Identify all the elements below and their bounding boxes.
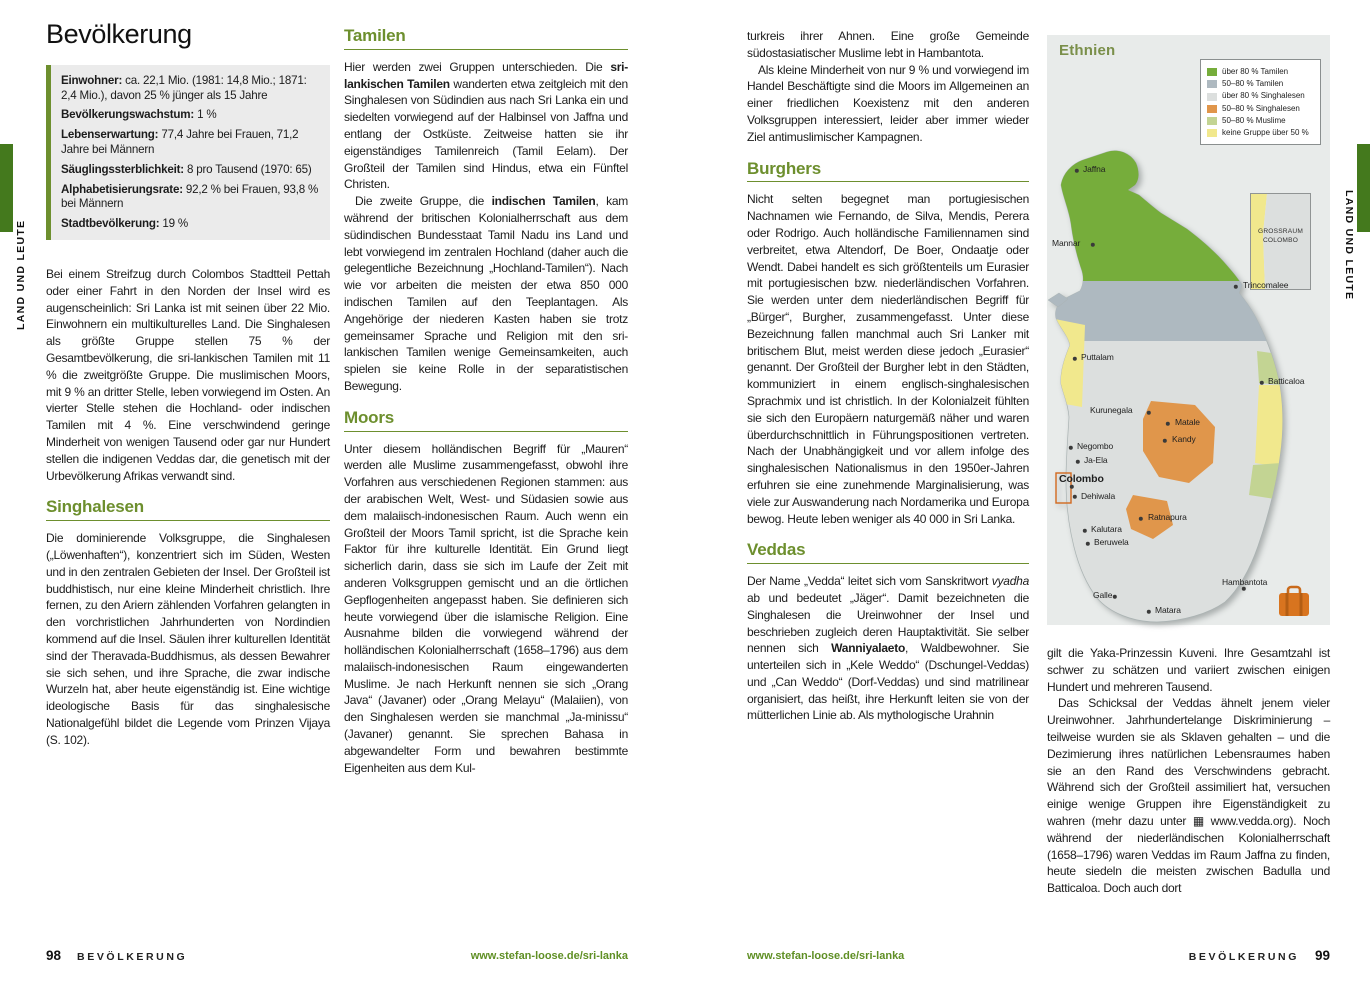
column-1 xyxy=(46,19,330,748)
page-number-right: 99 xyxy=(1314,948,1330,963)
region-tamil-50-80 xyxy=(1047,281,1330,341)
fact-item: Alphabetisierungsrate: 92,2 % bei Frauen, 93,8 % bei Männern xyxy=(61,182,319,211)
ethnic-map xyxy=(1047,35,1330,625)
region-nogroup-west xyxy=(1055,319,1085,407)
city-label-galle: Galle xyxy=(1093,590,1113,600)
city-label-puttalam: Puttalam xyxy=(1081,352,1114,362)
city-label-negombo: Negombo xyxy=(1077,441,1114,451)
legend-swatch xyxy=(1207,129,1217,137)
chapter-tab-right xyxy=(1357,144,1370,232)
city-label-dehiwala: Dehiwala xyxy=(1081,491,1116,501)
legend-label: 50–80 % Muslime xyxy=(1222,115,1286,125)
map-legend xyxy=(1200,59,1321,145)
region-nogroup-east xyxy=(1255,385,1287,467)
text-segment: Der Name „Vedda“ leitet sich vom Sanskritwort xyxy=(747,574,992,589)
chapter-tab-label-left: LAND UND LEUTE xyxy=(15,219,27,330)
section-heading: Singhalesen xyxy=(46,499,330,521)
text-segment: indischen Tamilen xyxy=(491,194,596,209)
text-segment: ab und bedeutet „Jäger“. Damit bezeichneten die Singhalesen die Ureinwohner der Insel und beschrieben zugleich deren Hauptaktivität. Sie selber nennen sich xyxy=(747,590,1029,656)
legend-items xyxy=(1207,66,1314,139)
paragraph xyxy=(1047,645,1330,695)
city-label-ratnapura: Ratnapura xyxy=(1148,512,1187,522)
city-label-kandy: Kandy xyxy=(1172,434,1196,444)
text-segment: , Waldbewohner. Sie unterteilen sich in „Kele Weddo“ (Dschungel-Veddas) und „Can Weddo“ (Dorf-Veddas) und sind matrilinear organisiert, das heißt, ihre Herkunft leiten sie von der mütterlichen Linie ab. Als mythologische Urahnin xyxy=(747,641,1029,723)
paragraph xyxy=(344,59,628,193)
legend-item xyxy=(1207,127,1314,139)
text-segment: Bei einem Streifzug durch Colombos Stadtteil Pettah oder einer Fahrt in den Norden der Insel wird es augenscheinlich: Sri Lanka ist mit seinen über 22 Mio. Einwohnern ein multikulturelles Land. Die Singhalesen als größte Gruppe stellen 75 % der Gesamtbevölkerung, die sri-lankischen Tamilen mit 11 % die zweitgrößte Gruppe. Die muslimischen Moors, mit 9 % an dritter Stelle, leben vorwiegend im Osten. An vierter Stelle stehen die Hochland- oder indischen Tamilen mit 4 %. Eine verschwindend geringe Minderheit von wenigen Tausend oder gar nur Hundert stellen die indigenen Veddas dar, die genetisch mit der Urbevölkerung Afrikas verwandt sind. xyxy=(46,266,330,483)
city-label-beruwela: Beruwela xyxy=(1094,537,1129,547)
chapter-tab-left xyxy=(0,144,13,232)
footer-chapter-left: BEVÖLKERUNG xyxy=(77,951,188,963)
fact-label: Lebenserwartung: xyxy=(61,128,162,142)
column-2 xyxy=(344,26,628,776)
column-3-text xyxy=(747,28,1029,724)
map-title: Ethnien xyxy=(1059,42,1116,59)
text-segment: gilt die Yaka-Prinzessin Kuveni. Ihre Gesamtzahl ist schwer zu schätzen und variiert zwischen einigen Hundert und mehreren Tausend. xyxy=(1047,646,1330,694)
legend-label: keine Gruppe über 50 % xyxy=(1222,128,1309,138)
fact-item: Säuglingssterblichkeit: 8 pro Tausend (1970: 65) xyxy=(61,162,312,176)
legend-label: über 80 % Tamilen xyxy=(1222,67,1289,76)
text-segment: turkreis ihrer Ahnen. Eine große Gemeinde südostasiatischer Muslime lebt in Hambantota. xyxy=(747,29,1029,60)
paragraph xyxy=(747,573,1029,724)
text-segment: Die zweite Gruppe, die xyxy=(355,194,492,209)
text-segment: Die dominierende Volksgruppe, die Singhalesen („Löwenhaften“), konzentriert sich im Süden, Westen und in den zentralen Gebieten der Insel. Der Großteil ist buddhistisch, nur eine kleine Minderheit christlich. Ihre fernen, zu den Ariern zählenden Vorfahren gelangten in den vorchristlichen Jahrhunderten von Nordindien kommend auf die Insel. Säulen ihrer kulturellen Identität sind der Theravada-Buddhismus, als dessen Bewahrer sie sich sehen, und ihre Sprache, die zwar indische Wurzeln hat, aber heute eigenständig ist. Eine wichtige ideologische Basis für das singhalesische Nationalgefühl bildet die Legende vom Prinzen Vijaya (S. 102). xyxy=(46,531,330,747)
column-4-text xyxy=(1047,645,1330,897)
legend-swatch xyxy=(1207,105,1217,113)
city-label-trincomalee: Trincomalee xyxy=(1243,280,1289,290)
paragraph xyxy=(344,193,628,395)
footer-left xyxy=(46,948,187,963)
text-segment: Nicht selten begegnet man portugiesischen Nachnamen wie Fernando, de Silva, Mendis, Perera oder Rodrigo. Auch holländische Familiennamen sind verbreitet, etwa Altendorf, De Boer, Ondaatje oder Wendt. Dabei handelt es sich größtenteils um Eurasier mit portugiesischen bzw. niederländischen Vorfahren. Sie werden unter dem niederländischen Begriff für „Bürger“, Burgher, zusammengefasst. Unter diese Bezeichnung fallen manchmal auch Sri Lanker mit britischem Blut, meist werden diese jedoch „Eurasier“ genannt. Der Großteil der Burgher lebt in den Städten, kommuniziert in einem englisch-singhalesischen Sprachmix und ist christlich. In der Kolonialzeit fühlten sie sich den Europäern naturgemäß näher und waren überdurchschnittlich in Führungspositionen vertreten. Nach der Unabhängigkeit und vor allem infolge des singhalesischen Nationalismus in den 1950er-Jahren erfuhren sie eine zunehmende Marginalisierung, was viele zur Auswanderung nach Nordamerika und Europa bewog. Heute leben weniger als 40 000 in Sri Lanka. xyxy=(747,192,1029,526)
column-3 xyxy=(747,28,1029,724)
fact-item: Einwohner: ca. 22,1 Mio. (1981: 14,8 Mio.; 1871: 2,4 Mio.), davon 25 % jünger als 15 Jahre xyxy=(61,73,307,102)
text-segment: Wanniyalaeto xyxy=(831,641,906,656)
text-segment: Als kleine Minderheit von nur 9 % und vorwiegend im Handel Beschäftigte sind die Moors im Allgemeinen an einer friedlichen Koexistenz mit den anderen Volksgruppen interessiert, leider aber immer wieder Ziel antimuslimischer Kampagnen. xyxy=(747,62,1029,144)
fact-label: Bevölkerungswachstum: xyxy=(61,108,198,122)
text-segment: sri-lankischen Tamilen xyxy=(344,59,628,91)
legend-label: 50–80 % Singhalesen xyxy=(1222,103,1300,113)
paragraph xyxy=(46,530,330,748)
chapter-tab-label-right: LAND UND LEUTE xyxy=(1343,190,1355,301)
legend-swatch xyxy=(1207,93,1217,101)
fact-label: Säuglingssterblichkeit: xyxy=(61,162,187,176)
footer-url-right: www.stefan-loose.de/sri-lanka xyxy=(747,950,905,962)
facts-infobox xyxy=(46,65,330,240)
legend-label: über 80 % Singhalesen xyxy=(1222,91,1305,101)
legend-swatch xyxy=(1207,117,1217,125)
legend-swatch xyxy=(1207,80,1217,88)
section-heading: Veddas xyxy=(747,542,1029,564)
page-number-left: 98 xyxy=(46,948,62,963)
city-label-mannar: Mannar xyxy=(1052,238,1081,248)
page-title: Bevölkerung xyxy=(46,19,192,49)
region-muslim-east-2 xyxy=(1249,463,1281,499)
facts-list xyxy=(61,74,320,232)
paragraph xyxy=(747,191,1029,527)
section-heading: Burghers xyxy=(747,161,1029,183)
city-label-kalutara: Kalutara xyxy=(1091,524,1122,534)
legend-item xyxy=(1207,78,1314,90)
city-label-matara: Matara xyxy=(1155,605,1181,615)
footer-right xyxy=(1100,948,1330,963)
paragraph xyxy=(747,28,1029,62)
legend-label: 50–80 % Tamilen xyxy=(1222,79,1284,89)
text-segment: , kam während der britischen Kolonialherrschaft aus dem südindischen Bundesstaat Tamil Nadu ins Land und lebt vorwiegend im zentralen Hochland (daher auch die gelegentliche Bezeichnung „Hochland-Tamilen“). Nach wie vor arbeiten die meisten der etwa 850 000 indischen Tamilen auf den Teeplantagen. Als Angehörige der niederen Kasten haben sie trotz gemeinsamer Sprache und Religion mit den sri-lankischen Tamilen wenige Gemeinsamkeiten, auch spielen sie keine Rolle in der separatistischen Bewegung. xyxy=(344,194,628,393)
paragraph xyxy=(747,62,1029,146)
legend-item xyxy=(1207,66,1314,78)
text-segment: wanderten etwa zeitgleich mit den Singhalesen von Südindien aus nach Sri Lanka ein und siedelten vorwiegend auf der Halbinsel von Jaffna und entlang der Ostküste. Zeitweise hatten sie ihr eigenständiges Tamilenreich (Tamil Eelam). Der Großteil der Tamilen sind Hindus, etwa ein Fünftel Christen. xyxy=(344,76,628,192)
fact-item: Bevölkerungswachstum: 1 % xyxy=(61,108,217,122)
text-segment: Das Schicksal der Veddas ähnelt jenem vieler Ureinwohner. Jahrhundertelange Diskriminierung – teilweise wurden sie als Sklaven gehalten – und die Dezimierung ihres natürlichen Lebensraumes haben sie an den Rand des Verschwindens gebracht. Während sich der Großteil assimiliert hat, versuchen einige wenige Gruppen ihre Eigenständigkeit zu wahren (mehr dazu unter ▦ www.vedda.org). Noch während der niederländischen Kolonialherrschaft (1658–1796) waren Veddas im Raum Jaffna zu finden, heute siedeln die meisten zwischen Badulla und Batticaloa. Doch auch dort xyxy=(1047,696,1330,896)
city-label-hambantota: Hambantota xyxy=(1222,577,1268,587)
fact-label: Stadtbevölkerung: xyxy=(61,217,163,231)
paragraph xyxy=(1047,695,1330,897)
city-label-ja-ela: Ja-Ela xyxy=(1084,455,1108,465)
text-segment: vyadha xyxy=(991,574,1029,589)
city-label-kurunegala: Kurunegala xyxy=(1090,405,1133,415)
column-4 xyxy=(1047,645,1330,897)
paragraph xyxy=(344,441,628,777)
section-heading: Moors xyxy=(344,410,628,432)
footer-chapter-right: BEVÖLKERUNG xyxy=(1188,951,1299,963)
inset-label: GROSSRAUM COLOMBO xyxy=(1257,228,1304,244)
fact-label: Alphabetisierungsrate: xyxy=(61,182,186,196)
paragraph xyxy=(46,266,330,484)
legend-swatch xyxy=(1207,68,1217,76)
city-label-matale: Matale xyxy=(1175,417,1200,427)
column-1-text xyxy=(46,266,330,749)
luggage-icon xyxy=(1277,585,1311,624)
legend-item xyxy=(1207,103,1314,115)
city-label-batticaloa: Batticaloa xyxy=(1268,376,1305,386)
footer-url-left: www.stefan-loose.de/sri-lanka xyxy=(470,950,628,962)
city-label-colombo: Colombo xyxy=(1059,473,1104,485)
text-segment: Unter diesem holländischen Begriff für „Mauren“ werden alle Muslime zusammengefasst, obwohl ihre Vorfahren aus verschiedenen Regionen stammen: aus der arabischen Welt, West- und Südasien sowie aus dem malaiisch-indonesischen Raum. Auch wenn ein Großteil der Moors Tamil spricht, ist die Sprache kein Faktor für ihre kulturelle Identität. Ein Grund liegt sicherlich darin, dass sie sich im Laufe der Zeit mit anderen Volksgruppen gemischt und an die örtlichen Gepflogenheiten angepasst haben. Sie definieren sich heute vorwiegend über die islamische Religion. Eine Ausnahme bilden die vorwiegend während der holländischen Kolonialherrschaft (1658–1796) aus dem malaiisch-indonesischen Raum eingewanderten Muslime. Je nach Herkunft nennen sie sich „Orang Java“ (Javaner) oder „Orang Melayu“ (Malaiien), von den Singhalesen werden sie manchmal „Ja-minissu“ (Javaner) genannt. Sie sprechen Bahasa in abgewandelter Form und bewahren bestimmte Eigenheiten aus dem Kul- xyxy=(344,441,628,775)
text-segment: Hier werden zwei Gruppen unterschieden. Die xyxy=(344,59,611,74)
fact-item: Stadtbevölkerung: 19 % xyxy=(61,217,189,231)
section-heading: Tamilen xyxy=(344,28,628,50)
legend-item xyxy=(1207,115,1314,127)
fact-label: Einwohner: xyxy=(61,73,126,87)
fact-item: Lebenserwartung: 77,4 Jahre bei Frauen, 71,2 Jahre bei Männern xyxy=(61,128,299,156)
legend-item xyxy=(1207,90,1314,102)
column-2-text xyxy=(344,28,628,776)
map-inset-colombo xyxy=(1250,193,1311,290)
city-label-jaffna: Jaffna xyxy=(1083,164,1106,174)
